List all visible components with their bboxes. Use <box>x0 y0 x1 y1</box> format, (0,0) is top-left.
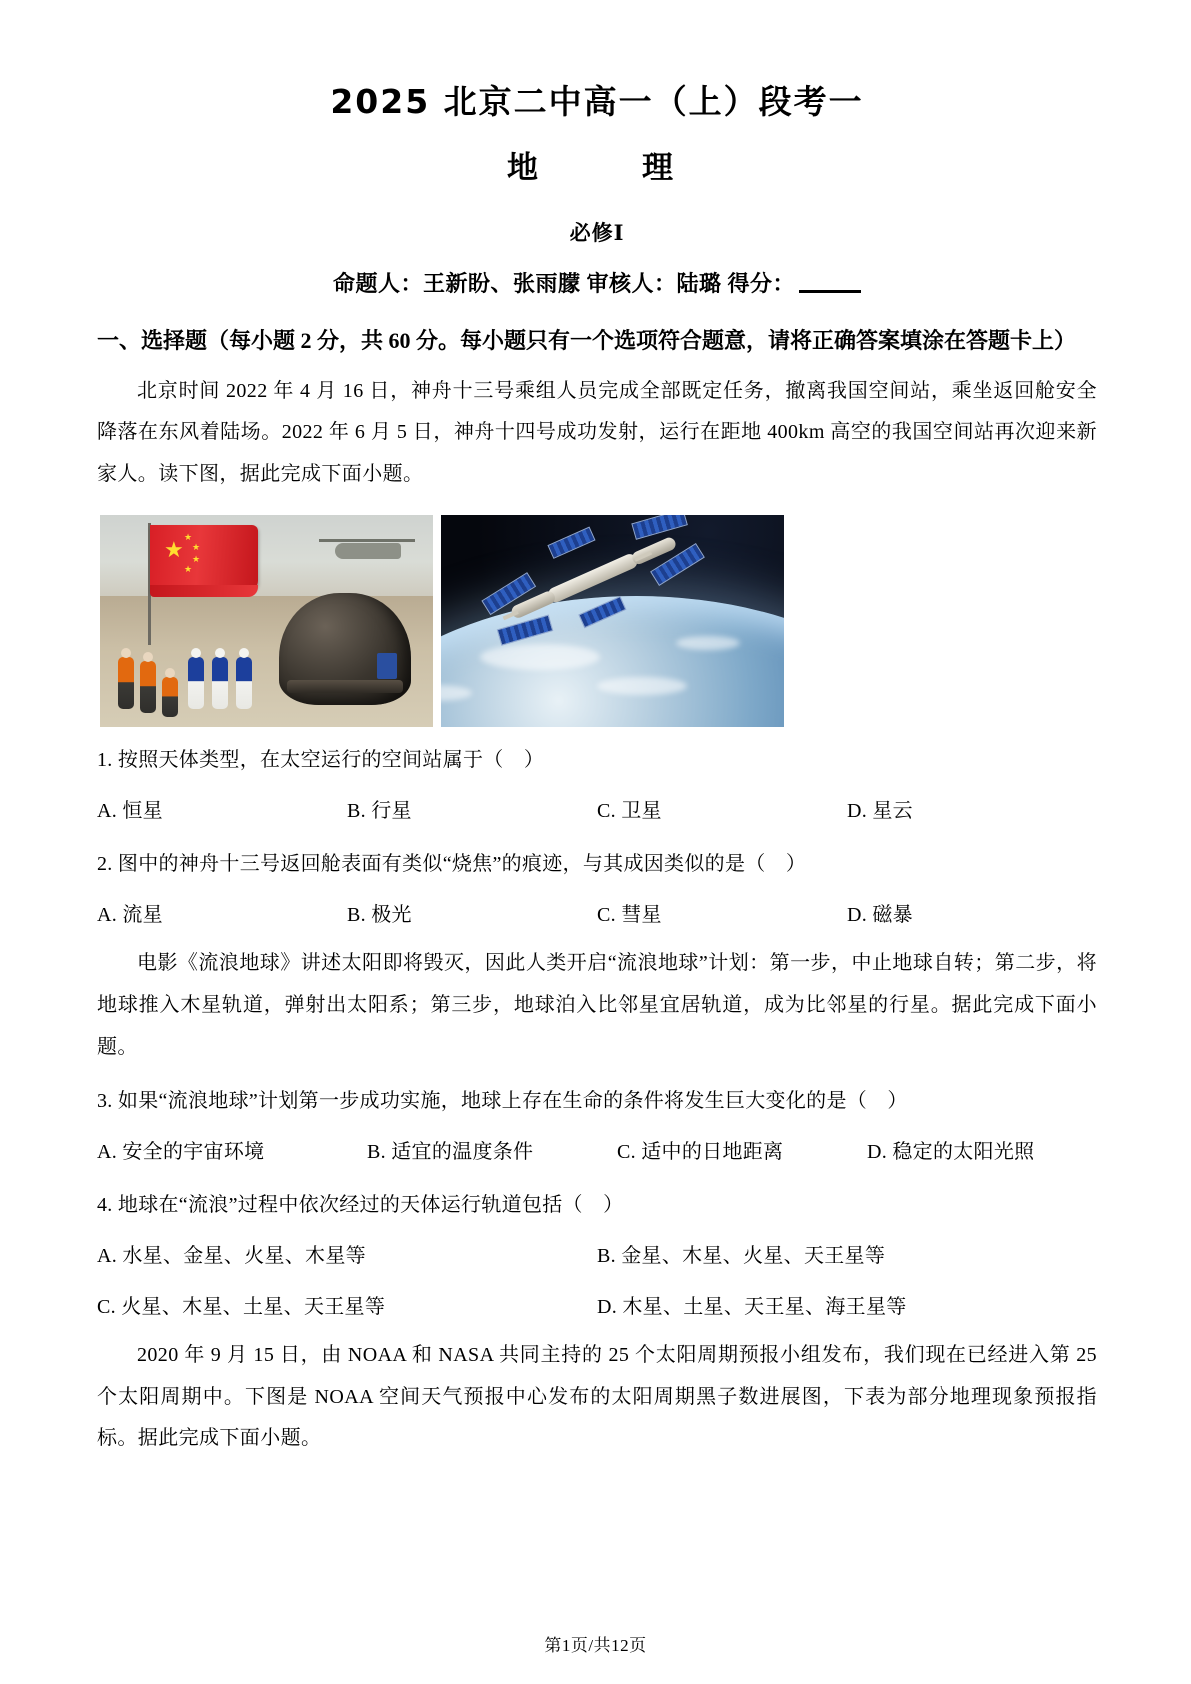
question-3-options <box>97 1133 1097 1172</box>
question-3-option-a[interactable]: A. 安全的宇宙环境 <box>97 1141 265 1164</box>
question-2-option-a[interactable]: A. 流星 <box>97 904 163 927</box>
question-3-stem: 3. 如果“流浪地球”计划第一步成功实施，地球上存在生命的条件将发生巨大变化的是（ ） <box>97 1090 908 1113</box>
subject-title: 地 理 <box>507 149 687 186</box>
return-capsule <box>279 593 411 705</box>
score-blank-line <box>799 290 861 293</box>
question-4-stem: 4. 地球在“流浪”过程中依次经过的天体运行轨道包括（ ） <box>97 1194 624 1217</box>
question-3-option-c[interactable]: C. 适中的日地距离 <box>617 1141 784 1164</box>
passage-wandering-earth: 电影《流浪地球》讲述太阳即将毁灭，因此人类开启“流浪地球”计划：第一步，中止地球自转；第二步，将地球推入木星轨道，弹射出太阳系；第三步，地球泊入比邻星宜居轨道，成为比邻星的行星。据此完成下面小题。 <box>97 952 1097 1058</box>
question-2-option-c[interactable]: C. 彗星 <box>597 904 662 927</box>
question-1-option-b[interactable]: B. 行星 <box>347 800 412 823</box>
question-3-option-d[interactable]: D. 稳定的太阳光照 <box>867 1141 1035 1164</box>
solar-panel-3 <box>631 515 688 539</box>
volume-label: 必修Ⅰ <box>569 220 625 245</box>
question-2-option-d[interactable]: D. 磁暴 <box>847 904 913 927</box>
question-1-option-c[interactable]: C. 卫星 <box>597 800 662 823</box>
passage-shenzhou: 北京时间 2022 年 4 月 16 日，神舟十三号乘组人员完成全部既定任务，撤离我国空间站，乘坐返回舱安全降落在东风着陆场。2022 年 6 月 5 日，神舟十四号成功发射，运行在距地 400km 高空的我国空间站再次迎来新家人。读下图，据此完成下面小题。 <box>97 379 1097 485</box>
question-1-option-a[interactable]: A. 恒星 <box>97 800 163 823</box>
passage-solar-cycle: 2020 年 9 月 15 日，由 NOAA 和 NASA 共同主持的 25 个太阳周期预报小组发布，我们现在已经进入第 25 个太阳周期中。下图是 NOAA 空间天气预报中心发布的太阳周期黑子数进展图，下表为部分地理现象预报指标。据此完成下面小题。 <box>97 1344 1097 1450</box>
question-4-option-b[interactable]: B. 金星、木星、火星、天王星等 <box>597 1245 886 1268</box>
question-2-options <box>97 896 1097 935</box>
core-module <box>546 552 640 605</box>
question-4-option-c[interactable]: C. 火星、木星、土星、天王星等 <box>97 1296 386 1319</box>
byline <box>97 267 1097 298</box>
china-flag-icon: ★ ★ ★ ★ ★ <box>150 525 258 591</box>
page-title: 2025 北京二中高一（上）段考一 <box>330 82 864 121</box>
page-footer: 第1页/共12页 <box>544 1636 647 1655</box>
question-4-options-row2 <box>97 1288 1097 1327</box>
section-heading: 一、选择题（每小题 2 分，共 60 分。每小题只有一个选项符合题意，请将正确答案填涂在答题卡上） <box>97 327 1077 353</box>
question-2-stem: 2. 图中的神舟十三号返回舱表面有类似“烧焦”的痕迹，与其成因类似的是（ ） <box>97 853 807 876</box>
question-2-option-b[interactable]: B. 极光 <box>347 904 412 927</box>
question-4-options-row1 <box>97 1237 1097 1276</box>
question-4-option-d[interactable]: D. 木星、土星、天王星、海王星等 <box>597 1296 907 1319</box>
figure-shenzhou-station <box>100 515 1097 727</box>
question-3-option-b[interactable]: B. 适宜的温度条件 <box>367 1141 534 1164</box>
question-1-options <box>97 792 1097 831</box>
photo-space-station <box>441 515 784 727</box>
question-4-option-a[interactable]: A. 水星、金星、火星、木星等 <box>97 1245 366 1268</box>
helicopter-icon <box>319 531 415 561</box>
photo-recovery-site <box>100 515 433 727</box>
page-content <box>97 0 1097 1460</box>
question-1-option-d[interactable]: D. 星云 <box>847 800 913 823</box>
question-1-stem: 1. 按照天体类型，在太空运行的空间站属于（ ） <box>97 749 545 772</box>
byline-text: 命题人：王新盼、张雨朦 审核人：陆璐 得分： <box>332 270 795 296</box>
